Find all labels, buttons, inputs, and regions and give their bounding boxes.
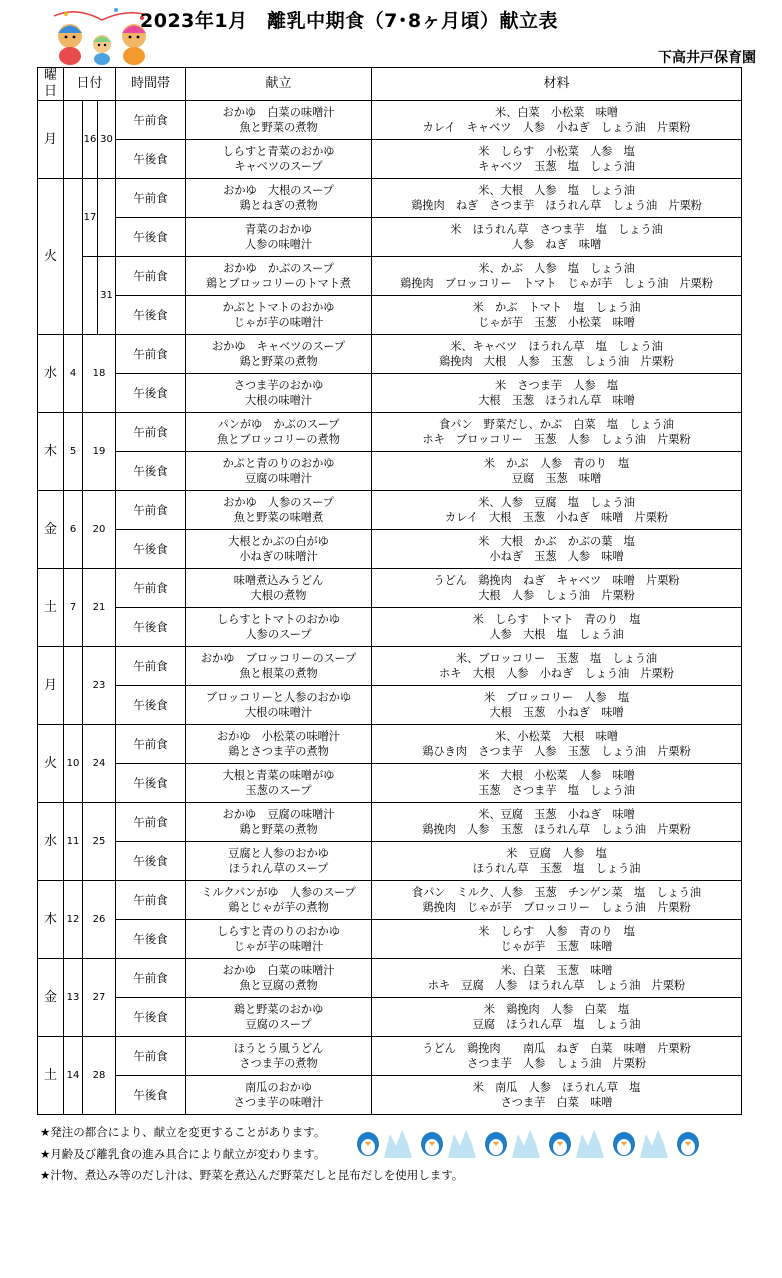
table-row: [38, 842, 742, 881]
table-row: [38, 374, 742, 413]
menu-line: おかゆ 白菜の味噌汁: [222, 964, 335, 977]
footnote: ★月齢及び離乳食の進み具合により献立が変わります。: [40, 1146, 326, 1161]
ingredients-line: 玉葱 さつま芋 塩 しょう油: [478, 784, 635, 797]
ingredients-line: 豆腐 ほうれん草 塩 しょう油: [472, 1018, 641, 1031]
menu-cell: [186, 1076, 372, 1115]
menu-line: しらすと青のりのおかゆ: [216, 925, 341, 938]
menu-line: さつま芋の味噌汁: [233, 1096, 324, 1109]
ingredients-line: ホキ 豆腐 人参 ほうれん草 しょう油 片栗粉: [427, 979, 686, 992]
ingredients-cell: [372, 413, 742, 452]
menu-line: ほうとう風うどん: [233, 1042, 324, 1055]
page-title: 2023年1月 離乳中期食（7･8ヶ月頃）献立表: [140, 10, 559, 32]
penguin-icicle-border-icon: [356, 1126, 736, 1160]
menu-line: おかゆ 白菜の味噌汁: [222, 106, 335, 119]
ingredients-line: 大根 玉葱 ほうれん草 味噌: [478, 394, 635, 407]
menu-line: 鶏とじゃが芋の煮物: [228, 901, 329, 914]
menu-cell: [186, 881, 372, 920]
meal-time-cell: 午前食: [116, 101, 186, 140]
date-cell: 19: [83, 413, 116, 491]
table-row: [38, 1037, 742, 1076]
ingredients-line: うどん 鶏挽肉 ねぎ キャベツ 味噌 片栗粉: [433, 574, 680, 587]
header-menu: 献立: [186, 68, 372, 101]
menu-cell: [186, 920, 372, 959]
ingredients-line: さつま芋 白菜 味噌: [500, 1096, 613, 1109]
menu-cell: [186, 569, 372, 608]
menu-line: 魚と豆腐の煮物: [239, 979, 318, 992]
menu-cell: [186, 296, 372, 335]
meal-time-cell: 午後食: [116, 842, 186, 881]
table-row: [38, 179, 742, 218]
ingredients-line: カレイ キャベツ 人参 小ねぎ しょう油 片栗粉: [422, 121, 691, 134]
table-row: [38, 140, 742, 179]
menu-line: じゃが芋の味噌汁: [233, 940, 324, 953]
menu-line: 大根の味噌汁: [244, 394, 313, 407]
header-row: [38, 68, 742, 101]
date-cell: [98, 179, 116, 257]
ingredients-line: 米、キャベツ ほうれん草 塩 しょう油: [450, 340, 663, 353]
ingredients-cell: [372, 1037, 742, 1076]
table-row: [38, 959, 742, 998]
ingredients-line: 米、ブロッコリー 玉葱 塩 しょう油: [455, 652, 658, 665]
weekday-cell: 月: [38, 647, 64, 725]
weekday-cell: 土: [38, 1037, 64, 1115]
penguin-belly: [489, 1139, 503, 1155]
meal-time-cell: 午後食: [116, 374, 186, 413]
date-cell: 20: [83, 491, 116, 569]
header-day: 曜日: [38, 68, 64, 101]
date-cell: [83, 257, 98, 335]
menu-line: 玉葱のスープ: [245, 784, 312, 797]
ingredients-line: 鶏ひき肉 さつま芋 人参 玉葱 しょう油 片栗粉: [422, 745, 691, 758]
table-row: [38, 764, 742, 803]
menu-line: 豆腐と人参のおかゆ: [228, 847, 329, 860]
ingredients-cell: [372, 842, 742, 881]
date-cell: [64, 179, 83, 335]
meal-time-cell: 午後食: [116, 686, 186, 725]
table-row: [38, 296, 742, 335]
menu-cell: [186, 608, 372, 647]
table-row: [38, 725, 742, 764]
ingredients-line: 鶏挽肉 大根 人参 玉葱 しょう油 片栗粉: [439, 355, 674, 368]
penguin-belly: [425, 1139, 439, 1155]
menu-line: 魚とブロッコリーの煮物: [217, 433, 340, 446]
ingredients-line: 米 南瓜 人参 ほうれん草 塩: [472, 1081, 641, 1094]
menu-line: 鶏とさつま芋の煮物: [228, 745, 329, 758]
weekday-cell: 水: [38, 803, 64, 881]
meal-time-cell: 午前食: [116, 335, 186, 374]
ingredients-cell: [372, 608, 742, 647]
ingredients-line: 米、小松菜 大根 味噌: [494, 730, 619, 743]
table-row: [38, 881, 742, 920]
weekday-cell: 水: [38, 335, 64, 413]
menu-cell: [186, 959, 372, 998]
menu-line: 味噌煮込みうどん: [233, 574, 324, 587]
date-cell: 18: [83, 335, 116, 413]
ingredients-line: 米 かぶ トマト 塩 しょう油: [472, 301, 641, 314]
table-row: [38, 530, 742, 569]
table-row: [38, 1076, 742, 1115]
date-cell: 12: [64, 881, 83, 959]
meal-time-cell: 午後食: [116, 530, 186, 569]
header-date: 日付: [64, 68, 116, 101]
meal-time-cell: 午後食: [116, 998, 186, 1037]
menu-line: 南瓜のおかゆ: [244, 1081, 313, 1094]
ingredients-cell: [372, 335, 742, 374]
menu-cell: [186, 140, 372, 179]
meal-time-cell: 午後食: [116, 296, 186, 335]
ingredients-cell: [372, 530, 742, 569]
ingredients-line: 米 大根 小松菜 人参 味噌: [478, 769, 635, 782]
meal-time-cell: 午後食: [116, 920, 186, 959]
date-cell: 17: [83, 179, 98, 257]
menu-line: 鶏とブロッコリーのトマト煮: [205, 277, 352, 290]
meal-time-cell: 午後食: [116, 452, 186, 491]
penguin-belly: [361, 1139, 375, 1155]
ingredients-line: ホキ ブロッコリー 玉葱 人参 しょう油 片栗粉: [422, 433, 691, 446]
weekday-cell: 火: [38, 179, 64, 335]
meal-time-cell: 午前食: [116, 1037, 186, 1076]
ingredients-line: 米 しらす トマト 青のり 塩: [472, 613, 641, 626]
menu-line: 大根の煮物: [250, 589, 307, 602]
ingredients-cell: [372, 140, 742, 179]
icicle-icon: [512, 1130, 540, 1158]
ingredients-cell: [372, 959, 742, 998]
menu-cell: [186, 725, 372, 764]
ingredients-cell: [372, 218, 742, 257]
ingredients-line: 食パン 野菜だし、かぶ 白菜 塩 しょう油: [439, 418, 674, 431]
icicle-icon: [640, 1130, 668, 1158]
table-row: [38, 335, 742, 374]
ingredients-cell: [372, 179, 742, 218]
menu-line: おかゆ 小松菜の味噌汁: [216, 730, 341, 743]
date-cell: 21: [83, 569, 116, 647]
weekday-cell: 金: [38, 491, 64, 569]
menu-line: 大根と青菜の味噌がゆ: [222, 769, 335, 782]
menu-cell: [186, 491, 372, 530]
menu-cell: [186, 1037, 372, 1076]
date-cell: 26: [83, 881, 116, 959]
ingredients-line: 米 鶏挽肉 人参 白菜 塩: [483, 1003, 630, 1016]
menu-table: [37, 67, 742, 1115]
menu-line: パンがゆ かぶのスープ: [217, 418, 340, 431]
menu-line: おかゆ キャベツのスープ: [211, 340, 346, 353]
menu-line: ほうれん草のスープ: [228, 862, 329, 875]
menu-line: キャベツのスープ: [234, 160, 323, 173]
date-cell: 11: [64, 803, 83, 881]
menu-line: おかゆ 豆腐の味噌汁: [222, 808, 335, 821]
ingredients-cell: [372, 725, 742, 764]
menu-line: ミルクパンがゆ 人参のスープ: [201, 886, 356, 899]
menu-cell: [186, 179, 372, 218]
table-row: [38, 218, 742, 257]
ingredients-cell: [372, 881, 742, 920]
table-row: [38, 101, 742, 140]
ingredients-cell: [372, 998, 742, 1037]
date-cell: [64, 101, 83, 179]
table-row: [38, 569, 742, 608]
ingredients-cell: [372, 257, 742, 296]
ingredients-cell: [372, 296, 742, 335]
date-cell: [64, 647, 83, 725]
date-cell: 23: [83, 647, 116, 725]
ingredients-line: 米、人参 豆腐 塩 しょう油: [478, 496, 635, 509]
menu-line: おかゆ かぶのスープ: [223, 262, 334, 275]
meal-time-cell: 午後食: [116, 218, 186, 257]
menu-line: 小ねぎの味噌汁: [239, 550, 318, 563]
meal-time-cell: 午前食: [116, 491, 186, 530]
ingredients-line: ほうれん草 玉葱 塩 しょう油: [472, 862, 641, 875]
ingredients-cell: [372, 647, 742, 686]
organization-name: 下高井戸保育園: [658, 50, 756, 66]
date-cell: 16: [83, 101, 98, 179]
weekday-cell: 土: [38, 569, 64, 647]
meal-time-cell: 午前食: [116, 725, 186, 764]
icicle-icon: [448, 1130, 476, 1158]
menu-cell: [186, 842, 372, 881]
ingredients-cell: [372, 686, 742, 725]
menu-line: しらすとトマトのおかゆ: [216, 613, 341, 626]
menu-cell: [186, 686, 372, 725]
table-row: [38, 491, 742, 530]
ingredients-line: じゃが芋 玉葱 小松菜 味噌: [478, 316, 635, 329]
ingredients-line: 鶏挽肉 人参 玉葱 ほうれん草 しょう油 片栗粉: [422, 823, 691, 836]
menu-line: 大根とかぶの白がゆ: [228, 535, 329, 548]
date-cell: 7: [64, 569, 83, 647]
meal-time-cell: 午後食: [116, 140, 186, 179]
menu-line: 魚と根菜の煮物: [239, 667, 318, 680]
ingredients-cell: [372, 101, 742, 140]
ingredients-line: 小ねぎ 玉葱 人参 味噌: [489, 550, 624, 563]
ingredients-line: 大根 玉葱 小ねぎ 味噌: [489, 706, 624, 719]
menu-line: おかゆ 人参のスープ: [223, 496, 334, 509]
date-cell: 14: [64, 1037, 83, 1115]
menu-line: しらすと青菜のおかゆ: [222, 145, 335, 158]
menu-cell: [186, 998, 372, 1037]
weekday-cell: 金: [38, 959, 64, 1037]
ingredients-cell: [372, 452, 742, 491]
meal-time-cell: 午前食: [116, 647, 186, 686]
ingredients-cell: [372, 1076, 742, 1115]
ingredients-line: 米 しらす 小松菜 人参 塩: [478, 145, 635, 158]
ingredients-line: 米、かぶ 人参 塩 しょう油: [478, 262, 635, 275]
ingredients-cell: [372, 803, 742, 842]
ingredients-line: 米 さつま芋 人参 塩: [494, 379, 619, 392]
ingredients-line: キャベツ 玉葱 塩 しょう油: [478, 160, 635, 173]
ingredients-line: じゃが芋 玉葱 味噌: [500, 940, 613, 953]
ingredients-line: 人参 大根 塩 しょう油: [489, 628, 624, 641]
date-cell: 10: [64, 725, 83, 803]
menu-line: ブロッコリーと人参のおかゆ: [205, 691, 352, 704]
date-cell: 31: [98, 257, 116, 335]
ingredients-line: 大根 人参 しょう油 片栗粉: [478, 589, 635, 602]
icicle-icon: [384, 1130, 412, 1158]
menu-cell: [186, 452, 372, 491]
meal-time-cell: 午前食: [116, 803, 186, 842]
table-row: [38, 686, 742, 725]
ingredients-line: 人参 ねぎ 味噌: [511, 238, 602, 251]
ingredients-line: 食パン ミルク、人参 玉葱 チンゲン菜 塩 しょう油: [411, 886, 702, 899]
ingredients-line: 米 かぶ 人参 青のり 塩: [483, 457, 630, 470]
ingredients-line: カレイ 大根 玉葱 小ねぎ 味噌 片栗粉: [444, 511, 669, 524]
menu-line: 鶏と野菜の煮物: [239, 355, 318, 368]
penguin-belly: [681, 1139, 695, 1155]
menu-cell: [186, 218, 372, 257]
date-cell: 28: [83, 1037, 116, 1115]
ingredients-cell: [372, 764, 742, 803]
menu-line: 魚と野菜の味噌煮: [233, 511, 324, 524]
ingredients-line: 米 大根 かぶ かぶの葉 塩: [478, 535, 635, 548]
meal-time-cell: 午前食: [116, 959, 186, 998]
menu-line: 人参の味噌汁: [244, 238, 313, 251]
table-row: [38, 452, 742, 491]
menu-line: 鶏と野菜のおかゆ: [233, 1003, 324, 1016]
table-row: [38, 257, 742, 296]
date-cell: 30: [98, 101, 116, 179]
header-ingredients: 材料: [372, 68, 742, 101]
menu-cell: [186, 413, 372, 452]
ingredients-line: 米、白菜 小松菜 味噌: [494, 106, 619, 119]
footnote: ★汁物、煮込み等のだし汁は、野菜を煮込んだ野菜だしと昆布だしを使用します。: [40, 1168, 464, 1182]
date-cell: 5: [64, 413, 83, 491]
menu-cell: [186, 257, 372, 296]
header-meal: 時間帯: [116, 68, 186, 101]
meal-time-cell: 午後食: [116, 764, 186, 803]
ingredients-line: 米 ブロッコリー 人参 塩: [483, 691, 630, 704]
menu-line: 大根の味噌汁: [244, 706, 313, 719]
ingredients-line: 米 しらす 人参 青のり 塩: [478, 925, 635, 938]
ingredients-line: 米、白菜 玉葱 味噌: [500, 964, 613, 977]
date-cell: 25: [83, 803, 116, 881]
menu-line: 豆腐のスープ: [245, 1018, 312, 1031]
ingredients-line: ホキ 大根 人参 小ねぎ しょう油 片栗粉: [439, 667, 674, 680]
menu-cell: [186, 335, 372, 374]
table-row: [38, 998, 742, 1037]
footnote: ★発注の都合により、献立を変更することがあります。: [40, 1125, 326, 1139]
menu-cell: [186, 530, 372, 569]
table-row: [38, 803, 742, 842]
menu-line: さつま芋のおかゆ: [233, 379, 324, 392]
penguin-belly: [553, 1139, 567, 1155]
meal-time-cell: 午前食: [116, 569, 186, 608]
meal-time-cell: 午前食: [116, 413, 186, 452]
date-cell: 24: [83, 725, 116, 803]
menu-line: 魚と野菜の煮物: [239, 121, 318, 134]
menu-line: おかゆ ブロッコリーのスープ: [200, 652, 357, 665]
menu-line: じゃが芋の味噌汁: [233, 316, 324, 329]
menu-line: かぶと青のりのおかゆ: [222, 457, 335, 470]
table-row: [38, 608, 742, 647]
menu-line: 鶏と野菜の煮物: [239, 823, 318, 836]
weekday-cell: 火: [38, 725, 64, 803]
ingredients-cell: [372, 920, 742, 959]
meal-time-cell: 午前食: [116, 881, 186, 920]
weekday-cell: 木: [38, 881, 64, 959]
date-cell: 27: [83, 959, 116, 1037]
ingredients-line: 鶏挽肉 じゃが芋 ブロッコリー しょう油 片栗粉: [422, 901, 691, 914]
menu-line: おかゆ 大根のスープ: [223, 184, 334, 197]
weekday-cell: 木: [38, 413, 64, 491]
icicle-icon: [576, 1130, 604, 1158]
ingredients-line: さつま芋 人参 しょう油 片栗粉: [467, 1057, 647, 1070]
menu-line: 人参のスープ: [245, 628, 312, 641]
meal-time-cell: 午後食: [116, 1076, 186, 1115]
menu-cell: [186, 803, 372, 842]
ingredients-line: うどん 鶏挽肉 南瓜 ねぎ 白菜 味噌 片栗粉: [422, 1042, 691, 1055]
ingredients-line: 鶏挽肉 ねぎ さつま芋 ほうれん草 しょう油 片栗粉: [411, 199, 702, 212]
menu-line: さつま芋の煮物: [239, 1057, 318, 1070]
ingredients-cell: [372, 569, 742, 608]
table-row: [38, 413, 742, 452]
date-cell: 6: [64, 491, 83, 569]
penguin-belly: [617, 1139, 631, 1155]
ingredients-line: 米 豆腐 人参 塩: [506, 847, 607, 860]
date-cell: 4: [64, 335, 83, 413]
menu-line: 青菜のおかゆ: [244, 223, 313, 236]
weekday-cell: 月: [38, 101, 64, 179]
meal-time-cell: 午前食: [116, 179, 186, 218]
meal-time-cell: 午後食: [116, 608, 186, 647]
menu-cell: [186, 647, 372, 686]
table-row: [38, 647, 742, 686]
menu-cell: [186, 374, 372, 413]
ingredients-line: 米、豆腐 玉葱 小ねぎ 味噌: [478, 808, 635, 821]
menu-line: かぶとトマトのおかゆ: [222, 301, 335, 314]
ingredients-line: 米、大根 人参 塩 しょう油: [478, 184, 635, 197]
menu-line: 鶏とねぎの煮物: [239, 199, 318, 212]
menu-line: 豆腐の味噌汁: [244, 472, 313, 485]
meal-time-cell: 午前食: [116, 257, 186, 296]
ingredients-cell: [372, 374, 742, 413]
table-row: [38, 920, 742, 959]
ingredients-line: 米 ほうれん草 さつま芋 塩 しょう油: [450, 223, 663, 236]
menu-cell: [186, 101, 372, 140]
ingredients-line: 鶏挽肉 ブロッコリー トマト じゃが芋 しょう油 片栗粉: [400, 277, 714, 290]
date-cell: 13: [64, 959, 83, 1037]
ingredients-cell: [372, 491, 742, 530]
menu-cell: [186, 764, 372, 803]
ingredients-line: 豆腐 玉葱 味噌: [511, 472, 602, 485]
